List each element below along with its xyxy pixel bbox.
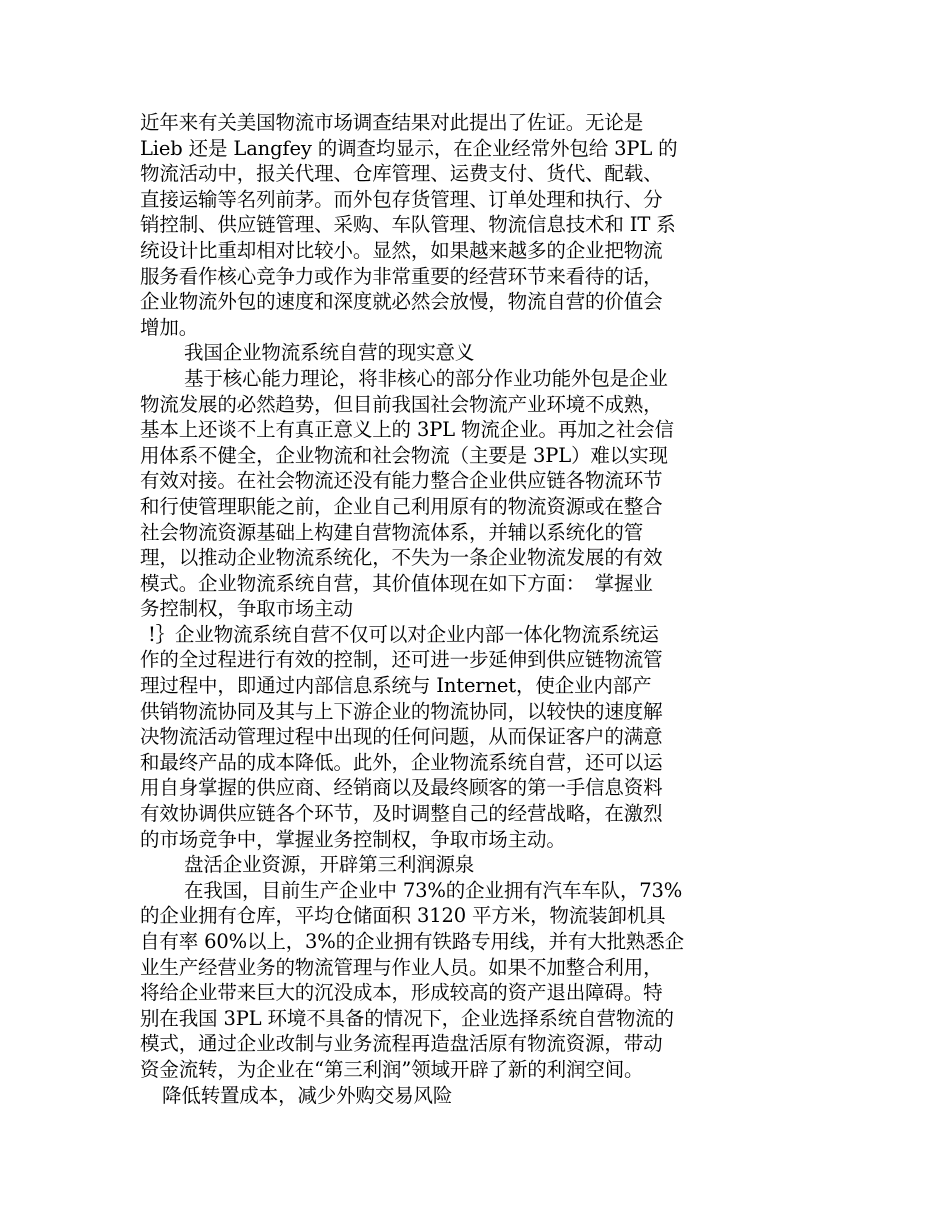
text-line: 模式，通过企业改制与业务流程再造盘活原有物流资源，带动 <box>140 1032 663 1056</box>
text-line: 作的全过程进行有效的控制，还可进一步延伸到供应链物流管 <box>140 648 663 672</box>
text-line: 统设计比重却相对比较小。显然，如果越来越多的企业把物流 <box>140 238 663 262</box>
text-line: 基于核心能力理论，将非核心的部分作业功能外包是企业 <box>184 366 668 390</box>
text-line: 的市场竞争中，掌握业务控制权，争取市场主动。 <box>140 827 566 851</box>
section-heading: 降低转置成本，减少外购交易风险 <box>162 1083 453 1107</box>
text-line: 资金流转，为企业在“第三利润”领域开辟了新的利润空间。 <box>140 1057 644 1081</box>
text-line: 企业物流外包的速度和深度就必然会放慢，物流自营的价值会 <box>140 290 663 314</box>
text-line: 自有率 60%以上，3%的企业拥有铁路专用线，并有大批熟悉企 <box>140 930 684 953</box>
text-line: 模式。企业物流系统自营，其价值体现在如下方面： 掌握业 <box>140 571 653 595</box>
text-line: 物流活动中，报关代理、仓库管理、运费支付、货代、配载、 <box>140 162 663 186</box>
section-heading: 我国企业物流系统自营的现实意义 <box>184 341 475 365</box>
text-line: 增加。 <box>140 315 199 339</box>
text-line: 基本上还谈不上有真正意义上的 3PL 物流企业。再加之社会信 <box>140 418 674 442</box>
text-line: 社会物流资源基础上构建自营物流体系，并辅以系统化的管 <box>140 520 644 544</box>
text-line: 的企业拥有仓库，平均仓储面积 3120 平方米，物流装卸机具 <box>140 904 666 928</box>
text-line: 供销物流协同及其与上下游企业的物流协同，以较快的速度解 <box>140 699 663 723</box>
text-line: 决物流活动管理过程中出现的任何问题，从而保证客户的满意 <box>140 725 663 749</box>
text-line: 近年来有关美国物流市场调查结果对此提出了佐证。无论是 <box>140 111 644 134</box>
text-line: 在我国，目前生产企业中 73%的企业拥有汽车车队，73% <box>184 878 683 902</box>
text-line: 理，以推动企业物流系统化，不失为一条企业物流发展的有效 <box>140 546 663 570</box>
text-line: 销控制、供应链管理、采购、车队管理、物流信息技术和 IT 系 <box>140 213 676 237</box>
text-line: 理过程中，即通过内部信息系统与 Internet，使企业内部产 <box>140 674 652 698</box>
document-body <box>140 110 740 1108</box>
text-line: Lieb 还是 Langfey 的调查均显示，在企业经常外包给 3PL 的 <box>140 136 678 160</box>
text-line: 直接运输等名列前茅。而外包存货管理、订单处理和执行、分 <box>140 187 663 211</box>
text-line: !｝企业物流系统自营不仅可以对企业内部一体化物流系统运 <box>148 622 659 646</box>
text-line: 有效对接。在社会物流还没有能力整合企业供应链各物流环节 <box>140 469 663 493</box>
text-line: 有效协调供应链各个环节，及时调整自己的经营战略，在激烈 <box>140 802 663 826</box>
text-line: 和最终产品的成本降低。此外，企业物流系统自营，还可以运 <box>140 750 663 774</box>
text-line: 用自身掌握的供应商、经销商以及最终顾客的第一手信息资料 <box>140 776 663 800</box>
text-line: 将给企业带来巨大的沉没成本，形成较高的资产退出障碍。特 <box>140 981 663 1005</box>
text-line: 用体系不健全，企业物流和社会物流（主要是 3PL）难以实现 <box>140 443 668 467</box>
text-line: 和行使管理职能之前，企业自己利用原有的物流资源或在整合 <box>140 494 663 518</box>
text-line: 物流发展的必然趋势，但目前我国社会物流产业环境不成熟， <box>140 392 663 416</box>
text-line: 务控制权，争取市场主动 <box>140 597 353 621</box>
text-line: 别在我国 3PL 环境不具备的情况下，企业选择系统自营物流的 <box>140 1006 674 1030</box>
text-line: 服务看作核心竞争力或作为非常重要的经营环节来看待的话， <box>140 264 663 288</box>
text-line: 业生产经营业务的物流管理与作业人员。如果不加整合利用， <box>140 955 663 979</box>
section-heading: 盘活企业资源，开辟第三利润源泉 <box>184 853 475 877</box>
